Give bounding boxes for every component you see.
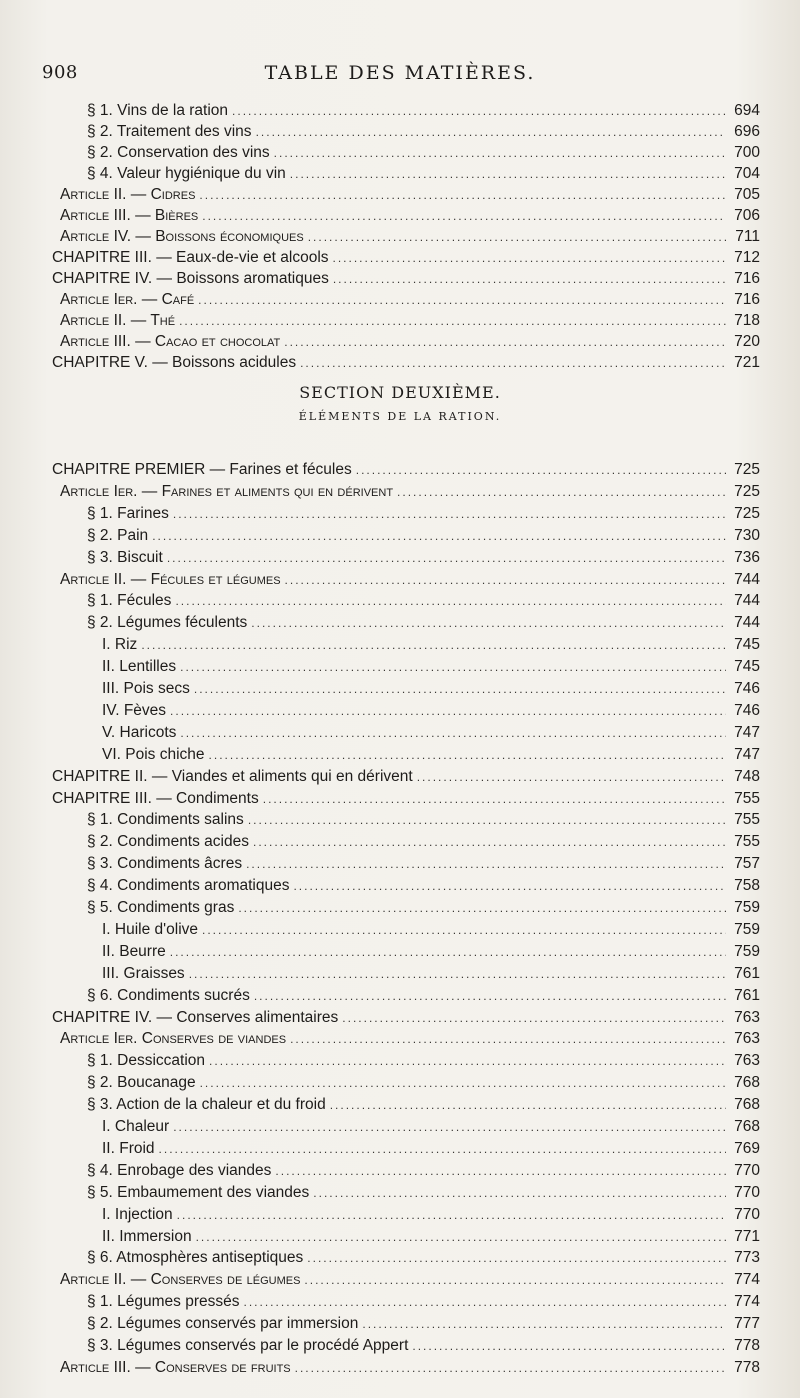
dot-leader [342,1007,726,1029]
dot-leader [177,1204,726,1226]
toc-entry-label: CHAPITRE IV. — Conserves alimentaires [52,1008,339,1026]
toc-entry-page: 748 [734,767,760,785]
toc-entry-page: 725 [734,504,760,522]
toc-entry [87,1182,760,1204]
toc-entry [60,569,760,591]
toc-entry-page: 763 [734,1052,760,1070]
toc-entry-label: § 1. Dessiccation [87,1052,206,1070]
toc-entry-page: 747 [734,723,760,741]
toc-entry [102,656,760,678]
toc-entry [87,809,760,831]
toc-entry-page: 768 [734,1096,760,1114]
toc-entry-page: 746 [734,701,760,719]
toc-entry-page: 716 [734,270,760,287]
toc-entry-label: II. Immersion [102,1227,192,1245]
dot-leader [180,722,726,744]
toc-entry-page: 773 [734,1249,760,1267]
toc-entry [102,700,760,722]
toc-entry-label: § 6. Atmosphères antiseptiques [87,1249,304,1267]
toc-entry-page: 711 [735,228,760,245]
toc-entry-page: 712 [734,249,760,266]
toc-entry [60,1269,760,1291]
dot-leader [290,163,726,185]
toc-entry [87,1313,760,1335]
toc-entry-label: § 1. Fécules [87,592,172,610]
toc-entry-label: § 2. Boucanage [87,1074,196,1092]
dot-leader [362,1313,726,1335]
dot-leader [189,963,726,985]
toc-entry [102,1226,760,1248]
toc-entry [102,744,760,766]
dot-leader [202,919,726,941]
toc-entry [87,1094,760,1116]
toc-entry [60,289,760,311]
dot-leader [167,547,726,569]
toc-entry-page: 745 [734,658,760,676]
dot-leader [412,1335,726,1357]
section-title: SECTION DEUXIÈME. [299,383,501,402]
toc-entry-label: § 6. Condiments sucrés [87,986,250,1004]
toc-entry-label: CHAPITRE III. — Condiments [52,789,259,807]
toc-entry-page: 761 [734,964,760,982]
toc-entry-page: 769 [734,1139,760,1157]
toc-entry-label: Article III. — Conserves de fruits [60,1358,291,1376]
toc-entry-page: 774 [734,1293,760,1311]
dot-leader [256,121,726,143]
toc-entry [87,525,760,547]
section-subtitle: ÉLÉMENTS DE LA RATION. [298,410,502,423]
toc-entry [52,766,760,788]
toc-entry [87,1072,760,1094]
toc-entry-page: 744 [734,570,760,588]
dot-leader [199,184,726,206]
toc-entry-page: 759 [734,920,760,938]
toc-entry-page: 746 [734,680,760,697]
toc-entry-label: Article II. — Cidres [60,186,196,203]
dot-leader [333,247,726,269]
toc-entry-label: § 3. Biscuit [87,548,163,566]
toc-entry-page: 778 [734,1337,760,1354]
toc-entry [87,503,760,525]
toc-entry-page: 770 [734,1183,760,1201]
toc-entry-label: § 4. Condiments aromatiques [87,877,290,895]
dot-leader [179,310,726,332]
toc-entry-page: 759 [734,942,760,960]
dot-leader [330,1094,726,1116]
dot-leader [263,788,726,810]
toc-entry-page: 768 [734,1074,760,1092]
toc-entry [52,459,760,481]
toc-entry-label: Article Ier. — Farines et aliments qui en dérivent [60,482,394,500]
dot-leader [196,1226,726,1248]
dot-leader [356,459,726,481]
dot-leader [170,700,726,722]
toc-entry [87,875,760,897]
toc-entry [60,481,760,503]
toc-entry [87,1160,760,1182]
dot-leader [290,1028,726,1050]
toc-entry-page: 706 [734,207,760,224]
toc-entry-label: Article Ier. Conserves de viandes [60,1030,287,1048]
toc-entry-page: 755 [734,789,760,807]
toc-entry [87,163,760,185]
toc-entry [102,963,760,985]
dot-leader [304,1269,726,1291]
toc-entry [87,853,760,875]
dot-leader [293,875,726,897]
toc-entry-label: § 2. Conservation des vins [87,144,270,161]
dot-leader [248,809,726,831]
toc-entry [87,1050,760,1072]
toc-entry [102,634,760,656]
toc-entry [52,268,760,290]
toc-entry-label: VI. Pois chiche [102,745,205,763]
dot-leader [152,525,726,547]
toc-entry [60,1357,760,1379]
toc-entry-page: 700 [734,144,760,161]
toc-entry-page: 759 [734,899,760,916]
dot-leader [194,678,726,700]
dot-leader [209,744,726,766]
toc-entry [102,1204,760,1226]
toc-entry [52,352,760,374]
toc-entry-label: I. Riz [102,636,138,654]
toc-entry-label: CHAPITRE IV. — Boissons aromatiques [52,270,329,287]
toc-entry-label: § 5. Condiments gras [87,899,235,916]
toc-entry-label: IV. Fèves [102,701,167,719]
toc-entry-page: 704 [734,165,760,182]
toc-entry [60,310,760,332]
dot-leader [251,612,726,634]
toc-entry-label: § 2. Pain [87,526,149,544]
dot-leader [175,590,726,612]
toc-entry [87,985,760,1007]
toc-entry-page: 771 [734,1227,760,1245]
dot-leader [180,656,726,678]
toc-entry-label: Article II. — Conserves de légumes [60,1271,301,1289]
toc-entry-label: II. Lentilles [102,658,177,676]
dot-leader [417,766,726,788]
toc-entry-page: 696 [734,123,760,140]
dot-leader [307,1247,726,1269]
toc-entry-label: V. Haricots [102,723,177,741]
toc-entry-label: III. Pois secs [102,680,190,697]
toc-entry-page: 758 [734,877,760,895]
toc-entry-page: 716 [734,291,760,308]
toc-entry-label: II. Beurre [102,942,166,960]
dot-leader [313,1182,726,1204]
toc-entry-label: Article IV. — Boissons économiques [60,228,304,245]
dot-leader [253,831,726,853]
toc-entry [87,1247,760,1269]
toc-entry [102,941,760,963]
dot-leader [238,897,726,919]
toc-entry [102,1116,760,1138]
toc-entry-label: § 1. Vins de la ration [87,102,229,119]
toc-entry [87,142,760,164]
toc-entry-page: 777 [734,1315,760,1333]
running-title: TABLE DES MATIÈRES. [264,62,536,84]
dot-leader [274,142,726,164]
toc-entry-page: 768 [734,1118,760,1135]
toc-entry-page: 736 [734,548,760,566]
toc-entry-page: 774 [734,1271,760,1289]
dot-leader [202,205,726,227]
toc-entry-label: § 1. Farines [87,504,169,522]
toc-entry-page: 770 [734,1161,760,1179]
toc-entry-page: 763 [734,1008,760,1026]
toc-entry-page: 745 [734,636,760,654]
toc-entry [87,897,760,919]
page-number: 908 [42,62,78,83]
toc-entry-page: 778 [734,1358,760,1376]
toc-entry [60,226,760,248]
dot-leader [284,331,726,353]
toc-entry-label: § 2. Légumes conservés par immersion [87,1315,359,1333]
dot-leader [173,1116,726,1138]
toc-entry-page: 721 [734,354,760,371]
toc-entry [52,788,760,810]
toc-entry-label: Article II. — Thé [60,312,176,329]
toc-entry-label: CHAPITRE PREMIER — Farines et fécules [52,461,352,478]
toc-entry-label: § 4. Enrobage des viandes [87,1161,272,1179]
dot-leader [333,268,726,290]
toc-entry [102,722,760,744]
toc-entry-page: 730 [734,526,760,544]
toc-entry-page: 757 [734,855,760,873]
dot-leader [275,1160,726,1182]
dot-leader [285,569,726,591]
toc-entry-label: § 5. Embaumement des viandes [87,1183,310,1201]
toc-entry-label: Article Ier. — Café [60,291,195,308]
toc-entry [87,1335,760,1357]
toc-entry [102,919,760,941]
toc-entry-page: 725 [734,482,760,500]
toc-entry-label: CHAPITRE V. — Boissons acidules [52,354,297,371]
toc-entry-page: 763 [734,1030,760,1048]
dot-leader [254,985,726,1007]
dot-leader [308,226,726,248]
toc-entry [87,1291,760,1313]
dot-leader [198,289,726,311]
toc-entry-page: 755 [734,833,760,851]
dot-leader [170,941,726,963]
toc-entry-label: I. Injection [102,1205,173,1223]
toc-entry [52,247,760,269]
toc-entry-label: § 2. Traitement des vins [87,123,252,140]
dot-leader [173,503,726,525]
toc-entry-label: Article III. — Cacao et chocolat [60,333,281,350]
toc-entry-page: 761 [734,986,760,1004]
toc-entry-page: 705 [734,186,760,203]
toc-entry-page: 744 [734,614,760,632]
toc-entry-label: § 2. Légumes féculents [87,614,248,632]
toc-entry [87,100,760,122]
toc-entry [60,184,760,206]
toc-entry [87,612,760,634]
toc-entry [87,121,760,143]
toc-entry-label: Article III. — Bières [60,207,199,224]
toc-entry [87,831,760,853]
dot-leader [397,481,726,503]
dot-leader [200,1072,726,1094]
toc-entry-label: § 1. Condiments salins [87,811,244,829]
toc-entry-label: CHAPITRE III. — Eaux-de-vie et alcools [52,249,329,266]
dot-leader [209,1050,726,1072]
toc-entry-label: § 2. Condiments acides [87,833,249,851]
toc-entry-label: III. Graisses [102,964,185,982]
dot-leader [232,100,726,122]
dot-leader [295,1357,726,1379]
dot-leader [141,634,726,656]
toc-entry-page: 744 [734,592,760,610]
toc-entry-label: Article II. — Fécules et légumes [60,570,281,588]
toc-entry-page: 755 [734,811,760,829]
toc-entry-label: § 4. Valeur hygiénique du vin [87,165,286,182]
toc-entry-page: 720 [734,333,760,350]
dot-leader [159,1138,726,1160]
toc-entry-label: § 3. Action de la chaleur et du froid [87,1096,326,1114]
toc-entry-label: II. Froid [102,1139,155,1157]
dot-leader [300,352,726,374]
toc-entry [102,678,760,700]
dot-leader [244,1291,726,1313]
toc-entry [52,1007,760,1029]
toc-entry-page: 747 [734,745,760,763]
toc-entry-page: 770 [734,1205,760,1223]
toc-entry-label: § 1. Légumes pressés [87,1293,240,1311]
toc-entry [60,205,760,227]
toc-entry-page: 718 [734,312,760,329]
toc-entry [87,590,760,612]
toc-entry-label: I. Huile d'olive [102,920,199,938]
toc-entry-label: § 3. Condiments âcres [87,855,243,873]
toc-entry [60,1028,760,1050]
toc-entry-label: § 3. Légumes conservés par le procédé Appert [87,1337,409,1354]
toc-entry [87,547,760,569]
toc-entry-label: I. Chaleur [102,1118,170,1135]
toc-entry-page: 725 [734,461,760,478]
dot-leader [246,853,726,875]
toc-entry [102,1138,760,1160]
page-header [0,62,800,88]
toc-entry [60,331,760,353]
toc-entry-label: CHAPITRE II. — Viandes et aliments qui en dérivent [52,767,413,785]
toc-entry-page: 694 [734,102,760,119]
